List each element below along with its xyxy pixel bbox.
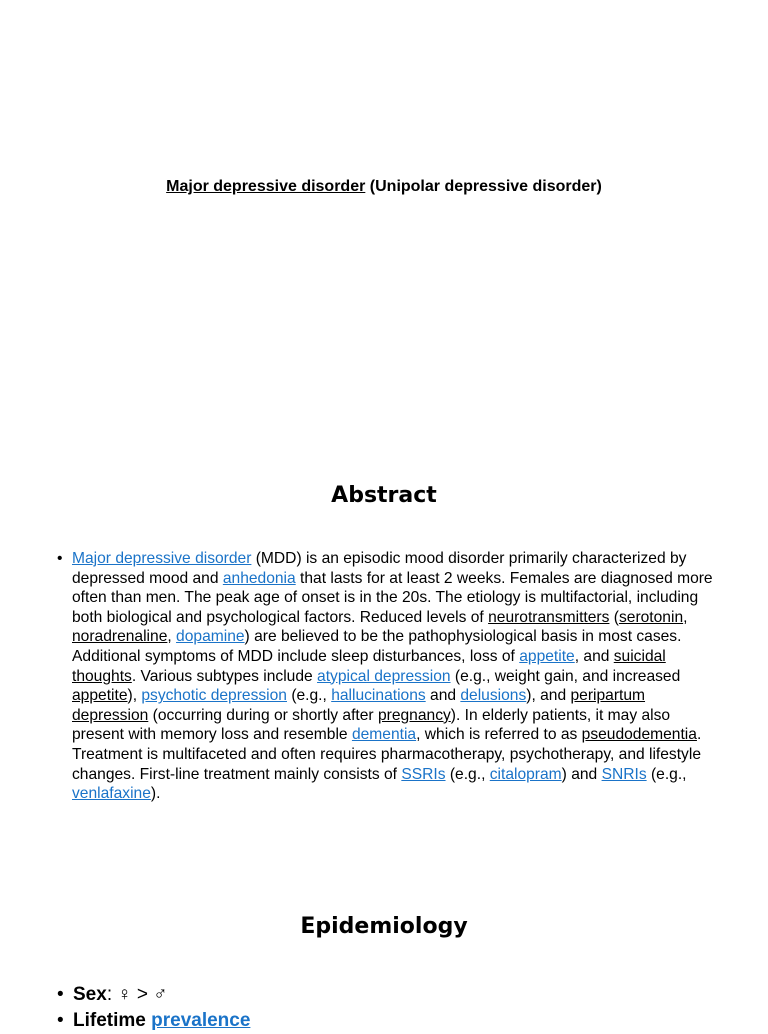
link-dementia[interactable]: dementia [351, 726, 417, 744]
page-title [0, 176, 768, 198]
text-segment: ), and [526, 687, 571, 705]
term-suicidal-thoughts[interactable]: suicidal thoughts [72, 647, 666, 685]
text-segment: , which is referred to as [416, 726, 582, 744]
link-hallucinations[interactable]: hallucinations [331, 687, 426, 705]
text-segment: , [167, 628, 177, 646]
text-segment: ). [150, 785, 161, 803]
text-segment: that lasts for at least 2 weeks. Females are diagnosed more often than men. The peak age of onset is in the 20s. The etiology is multifactorial, including both biological and psychological factors. Reduced levels of [72, 569, 713, 626]
title-subtitle: (Unipolar depressive disorder) [369, 178, 602, 195]
text-segment: (e.g., [646, 765, 687, 783]
title-main-link[interactable]: Major depressive disorder [166, 178, 366, 195]
term-pregnancy[interactable]: pregnancy [377, 706, 451, 724]
list-item [57, 982, 717, 1008]
abstract-list-item [57, 549, 717, 804]
term-serotonin[interactable]: serotonin [618, 608, 684, 626]
link-prevalence[interactable]: prevalence [151, 1010, 251, 1031]
link-snris[interactable]: SNRIs [601, 765, 647, 783]
item-label: Lifetime [73, 1010, 152, 1031]
text-segment: (occurring during or shortly after [148, 706, 378, 724]
text-segment: . Various subtypes include [131, 667, 318, 685]
term-neurotransmitters[interactable]: neurotransmitters [488, 608, 610, 626]
text-segment: (MDD) is an episodic mood disorder primarily characterized by depressed mood and [72, 550, 687, 587]
text-segment: , [683, 608, 688, 626]
text-segment: (e.g., [445, 765, 490, 783]
abstract-text [72, 549, 717, 804]
bullet-marker: • [57, 984, 64, 1005]
bullet-marker: • [57, 550, 63, 567]
text-segment: (e.g., weight gain, and increased [450, 667, 681, 685]
link-major-depressive-disorder[interactable]: Major depressive disorder [72, 550, 252, 567]
link-appetite[interactable]: appetite [519, 647, 575, 665]
text-segment: , and [574, 647, 614, 665]
link-atypical-depression[interactable]: atypical depression [317, 667, 451, 685]
list-item [57, 1008, 717, 1034]
term-appetite[interactable]: appetite [72, 687, 128, 705]
link-anhedonia[interactable]: anhedonia [222, 569, 296, 587]
term-peripartum-depression[interactable]: peripartum depression [72, 687, 646, 724]
epidemiology-heading: Epidemiology [300, 914, 468, 939]
item-separator: : [106, 984, 118, 1005]
link-delusions[interactable]: delusions [460, 687, 527, 705]
text-segment: . Treatment is multifaceted and often requires pharmacotherapy, psychotherapy, and lifestyle changes. First-line treatment mainly consists of [72, 726, 702, 783]
text-segment: (e.g., [286, 687, 332, 705]
text-segment: ) and [561, 765, 602, 783]
item-label: Sex [73, 984, 107, 1005]
link-dopamine[interactable]: dopamine [176, 628, 245, 646]
epidemiology-list [57, 982, 717, 1034]
link-psychotic-depression[interactable]: psychotic depression [141, 687, 287, 705]
term-noradrenaline[interactable]: noradrenaline [72, 628, 168, 646]
text-segment: ( [609, 608, 619, 626]
link-venlafaxine[interactable]: venlafaxine [72, 785, 151, 803]
link-citalopram[interactable]: citalopram [489, 765, 562, 783]
text-segment: and [425, 687, 461, 705]
text-segment: ). In elderly patients, it may also present with memory loss and resemble [72, 706, 671, 744]
link-ssris[interactable]: SSRIs [401, 765, 446, 783]
term-pseudodementia[interactable]: pseudodementia [581, 726, 697, 744]
text-segment: ), [127, 687, 142, 705]
text-segment: ) are believed to be the pathophysiological basis in most cases. Additional symptoms of MDD include sleep disturbances, loss of [72, 628, 682, 665]
item-value: ♀ > ♂ [117, 984, 168, 1005]
bullet-marker: • [57, 1010, 64, 1031]
abstract-heading: Abstract [331, 483, 437, 508]
